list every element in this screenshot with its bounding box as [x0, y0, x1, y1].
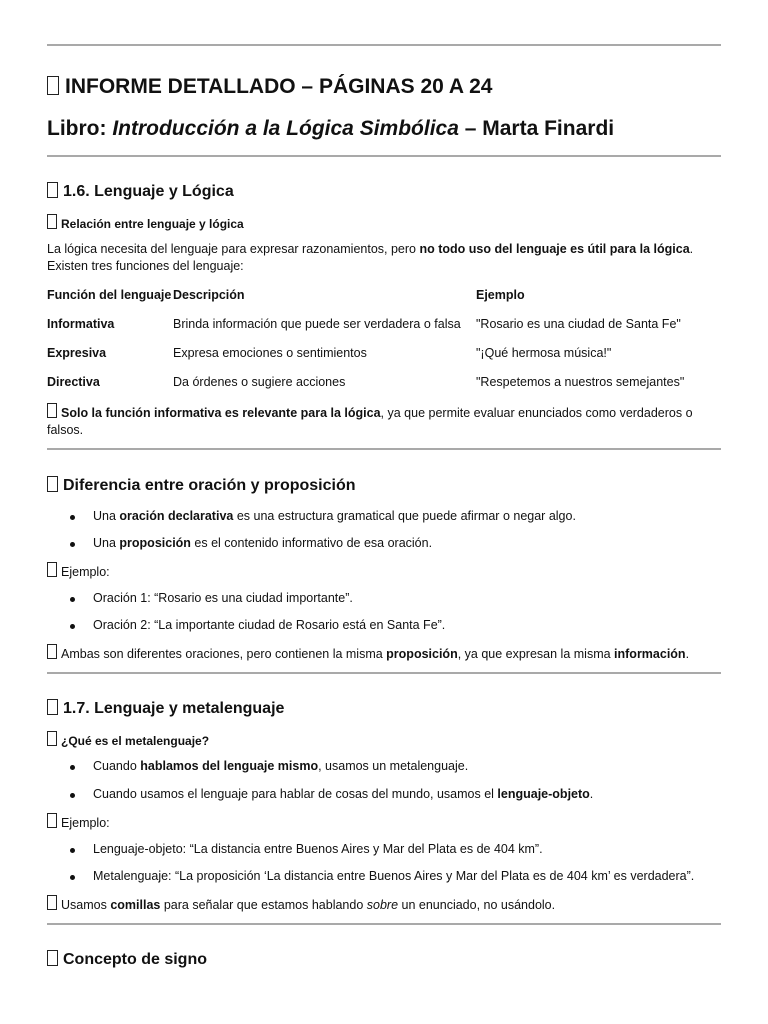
- example-label: Ejemplo:: [47, 562, 721, 581]
- divider: [47, 155, 721, 157]
- book-line: [47, 116, 721, 142]
- list-item: Una proposición es el contenido informativo de esa oración.: [93, 536, 433, 550]
- missing-glyph-icon: [47, 813, 57, 828]
- section-heading-1-6: 1.6. Lenguaje y Lógica: [47, 182, 721, 202]
- divider: [47, 448, 721, 450]
- missing-glyph-icon: [47, 182, 58, 198]
- section-heading-1-7: 1.7. Lenguaje y metalenguaje: [47, 699, 721, 719]
- list-item: Una oración declarativa es una estructura gramatical que puede afirmar o negar algo.: [93, 509, 576, 523]
- conclusion-metalenguaje: Usamos comillas para señalar que estamos hablando sobre un enunciado, no usándolo.: [47, 895, 721, 914]
- missing-glyph-icon: [47, 403, 57, 418]
- table-cell: Da órdenes o sugiere acciones: [173, 375, 346, 389]
- table-cell: "Respetemos a nuestros semejantes": [476, 375, 685, 389]
- section-heading-signo: Concepto de signo: [47, 950, 721, 970]
- list-item: Cuando usamos el lenguaje para hablar de cosas del mundo, usamos el lenguaje-objeto.: [93, 787, 594, 801]
- list-item: Lenguaje-objeto: “La distancia entre Buenos Aires y Mar del Plata es de 404 km”.: [93, 842, 543, 856]
- book-title: Introducción a la Lógica Simbólica: [112, 117, 459, 140]
- table-cell: Expresa emociones o sentimientos: [173, 346, 367, 360]
- list-item: Oración 1: “Rosario es una ciudad importante”.: [93, 591, 353, 605]
- table-cell: Directiva: [47, 375, 100, 389]
- conclusion-diferencia: Ambas son diferentes oraciones, pero contienen la misma proposición, ya que expresan la misma información.: [47, 644, 721, 663]
- missing-glyph-icon: [47, 476, 58, 492]
- example-label: Ejemplo:: [47, 813, 721, 832]
- subheading-metalenguaje: ¿Qué es el metalenguaje?: [47, 731, 721, 750]
- missing-glyph-icon: [47, 76, 59, 95]
- missing-glyph-icon: [47, 214, 57, 229]
- divider: [47, 44, 721, 46]
- missing-glyph-icon: [47, 950, 58, 966]
- table-cell: Brinda información que puede ser verdadera o falsa: [173, 317, 461, 331]
- note-informativa: Solo la función informativa es relevante para la lógica, ya que permite evaluar enunciados como verdaderos o falsos.: [47, 403, 721, 439]
- list-item: Oración 2: “La importante ciudad de Rosario está en Santa Fe”.: [93, 618, 446, 632]
- report-title-text: INFORME DETALLADO – PÁGINAS 20 A 24: [65, 75, 493, 98]
- book-prefix: Libro:: [47, 117, 113, 140]
- list-item: Cuando hablamos del lenguaje mismo, usamos un metalenguaje.: [93, 759, 469, 773]
- divider: [47, 923, 721, 925]
- missing-glyph-icon: [47, 699, 58, 715]
- missing-glyph-icon: [47, 731, 57, 746]
- subheading-relacion: Relación entre lenguaje y lógica: [47, 214, 721, 233]
- report-title: [47, 74, 721, 100]
- table-cell: "Rosario es una ciudad de Santa Fe": [476, 317, 681, 331]
- table-header: Descripción: [173, 288, 245, 302]
- missing-glyph-icon: [47, 562, 57, 577]
- missing-glyph-icon: [47, 644, 57, 659]
- table-header: Función del lenguaje: [47, 288, 172, 302]
- book-author: Marta Finardi: [482, 117, 615, 140]
- table-cell: Expresiva: [47, 346, 107, 360]
- book-separator: –: [458, 117, 483, 140]
- intro-paragraph: La lógica necesita del lenguaje para expresar razonamientos, pero no todo uso del lenguaje es útil para la lógica. Existen tres funciones del lenguaje:: [47, 242, 694, 273]
- list-item: Metalenguaje: “La proposición ‘La distancia entre Buenos Aires y Mar del Plata es de 404 km’ es verdadera”.: [93, 869, 695, 883]
- table-cell: Informativa: [47, 317, 115, 331]
- section-heading-diferencia: Diferencia entre oración y proposición: [47, 476, 721, 496]
- missing-glyph-icon: [47, 895, 57, 910]
- divider: [47, 672, 721, 674]
- table-header: Ejemplo: [476, 288, 525, 302]
- table-cell: "¡Qué hermosa música!": [476, 346, 612, 360]
